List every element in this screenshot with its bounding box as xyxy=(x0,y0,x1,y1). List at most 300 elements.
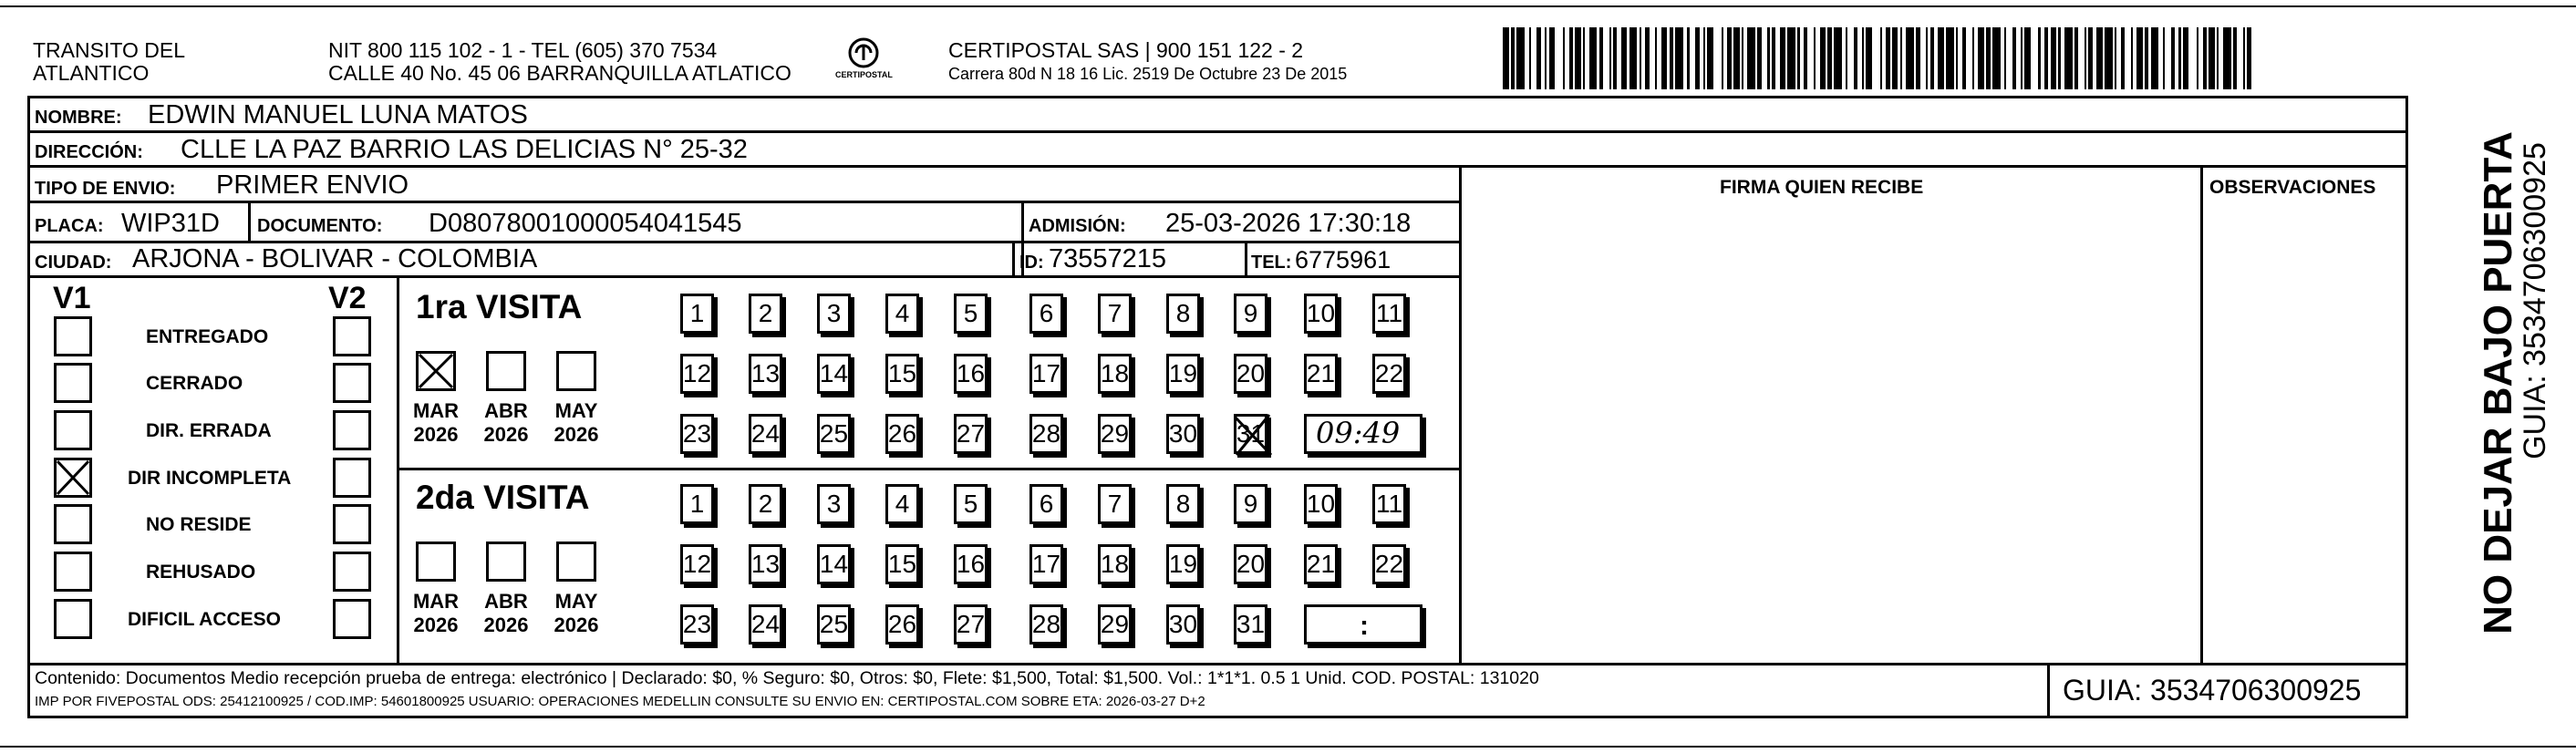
barcode-bar xyxy=(2024,27,2031,89)
reason-label: DIR INCOMPLETA xyxy=(128,468,292,489)
barcode-bar xyxy=(1814,27,1816,89)
visit2-day-box[interactable] xyxy=(1029,484,1063,524)
visit1-month-checkbox[interactable] xyxy=(486,351,526,391)
id-label: ID: xyxy=(1019,253,1044,273)
reason-v2-checkbox[interactable] xyxy=(333,410,371,450)
visit2-day-box[interactable] xyxy=(954,604,988,645)
visit1-day-number: 22 xyxy=(1374,359,1404,387)
barcode-bar xyxy=(2209,27,2215,89)
visit1-day-number: 12 xyxy=(682,359,712,387)
col-guia-sep xyxy=(2047,663,2050,716)
visit1-day-number: 26 xyxy=(887,419,917,448)
id-value: 73557215 xyxy=(1049,244,1167,273)
barcode-bar xyxy=(1757,27,1761,89)
barcode-bar xyxy=(1722,27,1723,89)
visit2-day-number: 31 xyxy=(1236,610,1266,638)
admision-label: ADMISIÓN: xyxy=(1029,216,1126,236)
visit1-day-box[interactable] xyxy=(1098,354,1132,394)
reason-v1-checkbox[interactable] xyxy=(54,599,92,639)
visit2-day-box[interactable] xyxy=(1304,544,1338,584)
visit2-day-box[interactable] xyxy=(885,544,919,584)
barcode-bar xyxy=(1916,27,1919,89)
visit1-day-box[interactable] xyxy=(885,354,919,394)
visit2-month-checkbox[interactable] xyxy=(416,542,456,582)
barcode-bar xyxy=(2088,27,2092,89)
rule-nombre xyxy=(27,130,2408,133)
visit1-month-year: 2026 xyxy=(483,423,529,446)
cross-mark-icon xyxy=(54,458,92,498)
visit1-month-year: 2026 xyxy=(553,423,599,446)
footer-contenido: Contenido: Documentos Medio recepción prueba de entrega: electrónico | Declarado: $0, % Seguro: $0, Otros: $0, Flete: $1,500, Total: $1,500. Vol.: 1*1*1. 0.5 1 Unid. COD. POSTAL: 131020 xyxy=(35,668,1539,688)
barcode-bar xyxy=(1529,27,1531,89)
visit2-day-box[interactable] xyxy=(1372,484,1406,524)
barcode-bar xyxy=(1569,27,1573,89)
visit1-day-box[interactable] xyxy=(954,294,988,334)
nombre-value: EDWIN MANUEL LUNA MATOS xyxy=(148,100,528,129)
visit1-day-number: 24 xyxy=(750,419,781,448)
observaciones-header: OBSERVACIONES xyxy=(2209,177,2376,198)
sender-name-line2: ATLANTICO xyxy=(33,61,150,85)
visit1-day-box[interactable] xyxy=(817,354,851,394)
barcode-bar xyxy=(1503,27,1509,89)
visit2-day-box[interactable] xyxy=(1304,484,1338,524)
reason-v1-checkbox[interactable] xyxy=(54,552,92,592)
barcode-bar xyxy=(2247,27,2250,89)
barcode-bar xyxy=(1645,27,1649,89)
barcode-bar xyxy=(1956,27,1958,89)
sender-nit: NIT 800 115 102 - 1 - TEL (605) 370 7534 xyxy=(328,38,718,62)
visit1-day-box[interactable] xyxy=(1372,354,1406,394)
barcode-bar xyxy=(2171,27,2175,89)
visit1-day-number: 17 xyxy=(1031,359,1061,387)
visit1-day-box[interactable] xyxy=(954,414,988,454)
barcode-bar xyxy=(1866,27,1872,89)
visit1-day-number: 18 xyxy=(1100,359,1130,387)
visit2-day-box[interactable] xyxy=(817,484,851,524)
barcode-bar xyxy=(1640,27,1641,89)
visit2-day-box[interactable] xyxy=(680,604,714,645)
visit1-day-box[interactable] xyxy=(885,294,919,334)
rule-tipo xyxy=(27,201,1462,203)
barcode-bar xyxy=(1670,27,1673,89)
visit1-day-number: 23 xyxy=(682,419,712,448)
barcode-bar xyxy=(2051,27,2057,89)
barcode-bar xyxy=(1930,27,1934,89)
firma-header: FIRMA QUIEN RECIBE xyxy=(1720,177,1924,198)
visit1-day-number: 13 xyxy=(750,359,781,387)
sender-address: CALLE 40 No. 45 06 BARRANQUILLA ATLATICO xyxy=(328,61,791,85)
visit2-day-box[interactable] xyxy=(1098,604,1132,645)
barcode-bar xyxy=(1549,27,1556,89)
barcode-bar xyxy=(2183,27,2189,89)
reason-label: DIFICIL ACCESO xyxy=(128,609,282,630)
top-rule xyxy=(0,5,2576,7)
visit2-time-placeholder: : xyxy=(1360,611,1369,641)
visit1-day-box[interactable] xyxy=(1372,294,1406,334)
reason-v1-checkbox[interactable] xyxy=(54,410,92,450)
visit2-day-box[interactable] xyxy=(1029,604,1063,645)
col-placa-sep xyxy=(248,201,251,241)
visit2-day-number: 8 xyxy=(1175,490,1191,518)
barcode-bar xyxy=(2105,27,2113,89)
visit2-day-box[interactable] xyxy=(749,544,782,584)
visit2-day-number: 15 xyxy=(887,550,917,578)
visit1-day-box[interactable] xyxy=(1234,354,1267,394)
barcode-bar xyxy=(2243,27,2245,89)
barcode-bar xyxy=(1563,27,1565,89)
frame-right xyxy=(2405,96,2408,718)
visit2-day-box[interactable] xyxy=(1372,544,1406,584)
visit2-day-box[interactable] xyxy=(1029,544,1063,584)
visit1-time-box[interactable] xyxy=(1304,414,1422,454)
barcode-bar xyxy=(1880,27,1882,89)
barcode-bar xyxy=(1886,27,1889,89)
rule-ciudad xyxy=(27,275,1462,278)
visit1-day-number: 28 xyxy=(1031,419,1061,448)
visit2-day-number: 1 xyxy=(689,490,705,518)
barcode-bar xyxy=(2064,27,2073,89)
visit1-day-number: 6 xyxy=(1039,299,1054,327)
visit1-month-label: MAR xyxy=(412,399,460,422)
carrier-logo-icon xyxy=(832,35,895,89)
visit1-day-crossed[interactable] xyxy=(1234,414,1267,454)
cross-mark-icon xyxy=(1229,409,1277,460)
visit2-day-number: 12 xyxy=(682,550,712,578)
visit1-day-box[interactable] xyxy=(680,354,714,394)
rule-visits-mid xyxy=(397,468,1462,470)
barcode-bar xyxy=(2021,27,2023,89)
barcode-bar xyxy=(2121,27,2125,89)
visit2-day-number: 22 xyxy=(1374,550,1404,578)
carrier-license: Carrera 80d N 18 16 Lic. 2519 De Octubre 23 De 2015 xyxy=(948,65,1348,83)
barcode-bar xyxy=(1946,27,1954,89)
visit2-day-box[interactable] xyxy=(749,604,782,645)
visit1-day-number: 19 xyxy=(1168,359,1198,387)
visit1-day-number: 2 xyxy=(758,299,773,327)
barcode-bar xyxy=(1599,27,1603,89)
reason-v1-checkbox[interactable] xyxy=(54,316,92,356)
visit2-month-label: ABR xyxy=(484,590,528,613)
visit1-day-box[interactable] xyxy=(1029,294,1063,334)
visit2-day-number: 29 xyxy=(1100,610,1130,638)
visit2-day-number: 14 xyxy=(819,550,849,578)
barcode-bar xyxy=(1986,27,1990,89)
admision-value: 25-03-2026 17:30:18 xyxy=(1165,209,1412,238)
visit1-month-label: ABR xyxy=(484,399,528,422)
visit2-day-box[interactable] xyxy=(1166,604,1200,645)
visit2-day-box[interactable] xyxy=(680,484,714,524)
visit2-day-number: 3 xyxy=(826,490,842,518)
nombre-label: NOMBRE: xyxy=(35,108,122,128)
visit2-day-box[interactable] xyxy=(885,484,919,524)
barcode-bar xyxy=(1629,27,1638,89)
reason-v2-checkbox[interactable] xyxy=(333,363,371,403)
visit2-day-box[interactable] xyxy=(1234,604,1267,645)
placa-value: WIP31D xyxy=(121,209,220,238)
barcode-bar xyxy=(1787,27,1795,89)
barcode-bar xyxy=(2217,27,2219,89)
visit1-day-box[interactable] xyxy=(817,414,851,454)
visit1-day-number: 20 xyxy=(1236,359,1266,387)
barcode-bar xyxy=(1938,27,1944,89)
barcode-bar xyxy=(2085,27,2086,89)
side-no-dejar-bajo-puerta: NO DEJAR BAJO PUERTA xyxy=(2476,131,2520,634)
rule-direccion xyxy=(27,165,2408,168)
reason-v1-checkbox[interactable] xyxy=(54,504,92,544)
visit2-day-number: 18 xyxy=(1100,550,1130,578)
barcode-bar xyxy=(1772,27,1775,89)
barcode-bar xyxy=(2136,27,2143,89)
barcode-bar xyxy=(1621,27,1628,89)
sender-name-line1: TRANSITO DEL xyxy=(33,38,185,62)
barcode-bar xyxy=(1707,27,1713,89)
visit2-day-number: 21 xyxy=(1306,550,1336,578)
visit1-day-box[interactable] xyxy=(749,354,782,394)
visit1-day-box[interactable] xyxy=(1029,354,1063,394)
visit1-handwritten-time: 09:49 xyxy=(1316,416,1401,450)
barcode-bar xyxy=(2044,27,2048,89)
visit2-day-number: 16 xyxy=(956,550,986,578)
visit1-crossed-day-label: 31 xyxy=(1236,419,1266,448)
visit2-day-box[interactable] xyxy=(1098,544,1132,584)
visit2-day-box[interactable] xyxy=(1234,484,1267,524)
barcode-bar xyxy=(1780,27,1786,89)
visit2-day-number: 13 xyxy=(750,550,781,578)
barcode-bar xyxy=(2038,27,2040,89)
barcode-bar xyxy=(2145,27,2148,89)
v2-label: V2 xyxy=(328,281,367,315)
barcode-bar xyxy=(1834,27,1842,89)
ciudad-value: ARJONA - BOLIVAR - COLOMBIA xyxy=(132,244,538,273)
visit1-day-box[interactable] xyxy=(1304,294,1338,334)
visit1-day-box[interactable] xyxy=(680,294,714,334)
barcode-bar xyxy=(2197,27,2198,89)
visit1-day-box[interactable] xyxy=(1234,294,1267,334)
visit2-day-number: 20 xyxy=(1236,550,1266,578)
visit1-day-number: 4 xyxy=(895,299,910,327)
visit2-day-number: 27 xyxy=(956,610,986,638)
visit2-day-box[interactable] xyxy=(817,604,851,645)
visit1-day-number: 25 xyxy=(819,419,849,448)
barcode-bar xyxy=(1655,27,1657,89)
visit1-day-number: 1 xyxy=(689,299,705,327)
visit2-day-box[interactable] xyxy=(885,604,919,645)
visit1-day-box[interactable] xyxy=(1166,414,1200,454)
barcode-bar xyxy=(1609,27,1611,89)
barcode-bar xyxy=(1589,27,1598,89)
visit2-day-number: 5 xyxy=(963,490,978,518)
visit2-day-box[interactable] xyxy=(749,484,782,524)
col-obs-left xyxy=(2200,165,2203,665)
barcode-bar xyxy=(1511,27,1515,89)
visit1-day-number: 8 xyxy=(1175,299,1191,327)
ciudad-label: CIUDAD: xyxy=(35,253,112,273)
barcode-bar xyxy=(2163,27,2165,89)
barcode-bar xyxy=(1926,27,1928,89)
barcode-bar xyxy=(1906,27,1914,89)
visit2-day-number: 4 xyxy=(895,490,910,518)
carrier-name: CERTIPOSTAL SAS | 900 151 122 - 2 xyxy=(948,38,1304,62)
reason-v2-checkbox[interactable] xyxy=(333,316,371,356)
visit2-month-year: 2026 xyxy=(483,614,529,636)
placa-label: PLACA: xyxy=(35,216,104,236)
visit2-day-number: 10 xyxy=(1306,490,1336,518)
visit2-day-box[interactable] xyxy=(1098,484,1132,524)
reason-label: REHUSADO xyxy=(146,562,256,583)
visit1-day-box[interactable] xyxy=(680,414,714,454)
visit2-day-box[interactable] xyxy=(680,544,714,584)
visit2-day-number: 25 xyxy=(819,610,849,638)
side-guia: GUIA: 3534706300925 xyxy=(2518,142,2552,459)
barcode-bar xyxy=(1687,27,1689,89)
visit2-day-box[interactable] xyxy=(954,484,988,524)
barcode-bar xyxy=(2012,27,2016,89)
barcode-bar xyxy=(1827,27,1831,89)
barcode-bar xyxy=(1854,27,1857,89)
barcode-bar xyxy=(2178,27,2180,89)
tipo-envio-label: TIPO DE ENVIO: xyxy=(35,179,176,199)
visit2-day-number: 19 xyxy=(1168,550,1198,578)
barcode-bar xyxy=(1727,27,1731,89)
barcode-bar xyxy=(2115,27,2116,89)
rule-footer xyxy=(27,663,2408,665)
visit1-day-number: 21 xyxy=(1306,359,1336,387)
barcode-bar xyxy=(1536,27,1540,89)
visit1-day-box[interactable] xyxy=(817,294,851,334)
barcode-bar xyxy=(2203,27,2207,89)
visit2-day-box[interactable] xyxy=(817,544,851,584)
visit1-day-number: 11 xyxy=(1375,299,1403,327)
visit1-month-year: 2026 xyxy=(413,423,459,446)
barcode-bar xyxy=(1972,27,1974,89)
barcode-bar xyxy=(2074,27,2078,89)
barcode-bar xyxy=(1695,27,1699,89)
tel-label: TEL: xyxy=(1251,253,1292,273)
visit2-day-number: 17 xyxy=(1031,550,1061,578)
col-id-sep xyxy=(1012,241,1015,275)
visit2-day-box[interactable] xyxy=(1234,544,1267,584)
barcode-bar xyxy=(2223,27,2231,89)
visit2-month-checkbox[interactable] xyxy=(486,542,526,582)
visit2-month-label: MAY xyxy=(554,590,598,613)
reason-label: ENTREGADO xyxy=(146,326,269,347)
barcode-bar xyxy=(2096,27,2103,89)
footer-guia: GUIA: 3534706300925 xyxy=(2063,674,2362,707)
reason-label: DIR. ERRADA xyxy=(146,420,272,441)
visit2-day-number: 6 xyxy=(1039,490,1054,518)
visit1-day-number: 29 xyxy=(1100,419,1130,448)
barcode-bar xyxy=(1862,27,1864,89)
barcode-bar xyxy=(1900,27,1902,89)
reason-v2-checkbox[interactable] xyxy=(333,504,371,544)
barcode-bar xyxy=(1516,27,1525,89)
tel-value: 6775961 xyxy=(1295,246,1391,273)
visit1-day-box[interactable] xyxy=(749,414,782,454)
visit1-day-number: 14 xyxy=(819,359,849,387)
visit1-day-number: 27 xyxy=(956,419,986,448)
reason-label: CERRADO xyxy=(146,373,243,394)
visit2-day-number: 28 xyxy=(1031,610,1061,638)
visit1-day-number: 30 xyxy=(1168,419,1198,448)
visit1-day-box[interactable] xyxy=(954,354,988,394)
visit2-day-number: 2 xyxy=(758,490,773,518)
visit2-day-number: 11 xyxy=(1375,490,1403,518)
reason-v2-checkbox[interactable] xyxy=(333,552,371,592)
barcode-bar xyxy=(1804,27,1807,89)
visit2-day-number: 9 xyxy=(1243,490,1258,518)
visit2-day-box[interactable] xyxy=(1166,484,1200,524)
frame-top xyxy=(27,96,2408,98)
carrier-logo xyxy=(832,35,895,89)
visit1-day-box[interactable] xyxy=(1098,294,1132,334)
visit2-day-number: 26 xyxy=(887,610,917,638)
reason-v2-checkbox[interactable] xyxy=(333,599,371,639)
visit1-day-box[interactable] xyxy=(1029,414,1063,454)
visit1-month-checkbox[interactable] xyxy=(556,351,596,391)
footer-imp: IMP POR FIVEPOSTAL ODS: 25412100925 / COD.IMP: 54601800925 USUARIO: OPERACIONES MEDELLIN CONSULTE SU ENVIO EN: CERTIPOSTAL.COM SOBRE ETA: 2026-03-27 D+2 xyxy=(35,694,1205,709)
barcode-bar xyxy=(1992,27,2001,89)
visit2-month-year: 2026 xyxy=(413,614,459,636)
col-firma-left xyxy=(1459,165,1462,665)
visit2-day-number: 24 xyxy=(750,610,781,638)
visit1-day-number: 7 xyxy=(1107,299,1122,327)
visit2-day-box[interactable] xyxy=(1166,544,1200,584)
visit1-day-number: 3 xyxy=(826,299,842,327)
visit1-title: 1ra VISITA xyxy=(416,288,583,325)
visit2-title: 2da VISITA xyxy=(416,479,590,516)
barcode xyxy=(1503,27,2250,89)
barcode-bar xyxy=(2131,27,2133,89)
visit1-day-box[interactable] xyxy=(1304,354,1338,394)
barcode-bar xyxy=(2004,27,2006,89)
visit1-day-number: 10 xyxy=(1306,299,1336,327)
barcode-bar xyxy=(1703,27,1705,89)
reason-v1-checkbox[interactable] xyxy=(54,363,92,403)
barcode-bar xyxy=(1962,27,1966,89)
tipo-envio-value: PRIMER ENVIO xyxy=(216,170,409,200)
barcode-bar xyxy=(2151,27,2159,89)
reason-label: NO RESIDE xyxy=(146,514,252,535)
bottom-rule xyxy=(0,746,2576,748)
frame-left xyxy=(27,96,30,718)
documento-value: D08078001000054041545 xyxy=(429,209,742,238)
visit1-day-box[interactable] xyxy=(885,414,919,454)
visit2-time-box[interactable] xyxy=(1304,604,1422,645)
frame-bottom xyxy=(27,716,2408,718)
barcode-bar xyxy=(1675,27,1683,89)
barcode-bar xyxy=(1767,27,1769,89)
barcode-bar xyxy=(2233,27,2237,89)
visit1-day-number: 16 xyxy=(956,359,986,387)
reason-v2-checkbox[interactable] xyxy=(333,458,371,498)
visit2-month-checkbox[interactable] xyxy=(556,542,596,582)
visit1-day-box[interactable] xyxy=(749,294,782,334)
cross-mark-icon xyxy=(416,351,456,391)
visit1-day-box[interactable] xyxy=(1166,294,1200,334)
barcode-bar xyxy=(1846,27,1847,89)
visit2-day-number: 7 xyxy=(1107,490,1122,518)
visit1-day-number: 9 xyxy=(1243,299,1258,327)
visit1-day-box[interactable] xyxy=(1098,414,1132,454)
visit2-day-box[interactable] xyxy=(954,544,988,584)
direccion-label: DIRECCIÓN: xyxy=(35,142,143,162)
barcode-bar xyxy=(1545,27,1547,89)
col-tel-sep xyxy=(1245,241,1247,275)
barcode-bar xyxy=(1742,27,1743,89)
barcode-bar xyxy=(2058,27,2060,89)
visit1-day-box[interactable] xyxy=(1166,354,1200,394)
visit1-month-label: MAY xyxy=(554,399,598,422)
